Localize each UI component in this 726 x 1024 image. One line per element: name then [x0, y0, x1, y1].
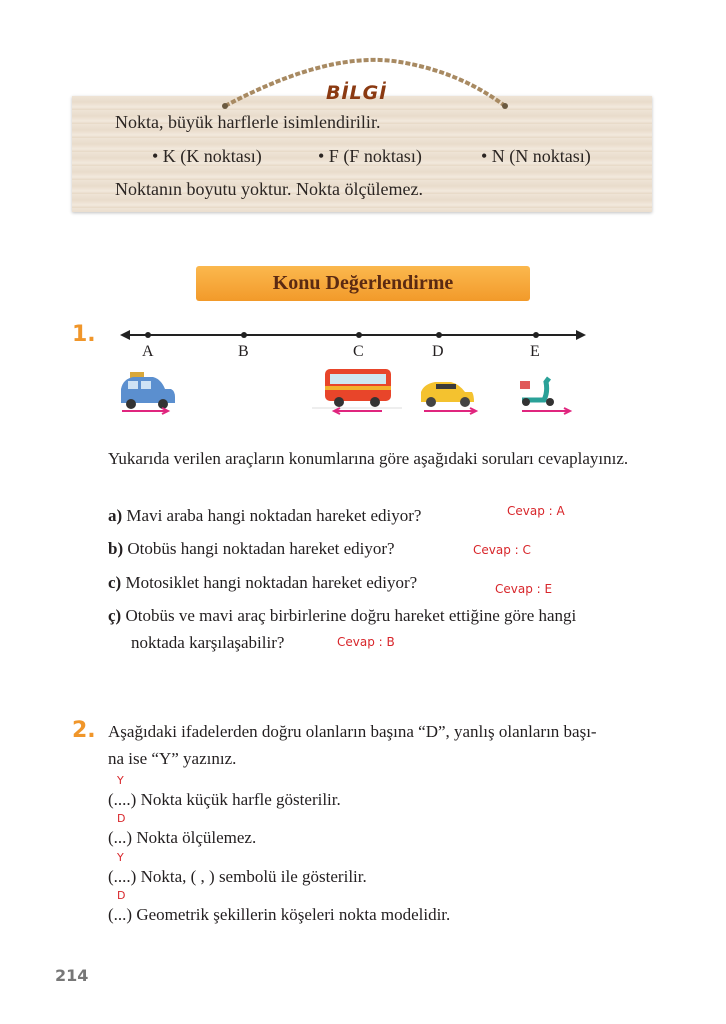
answer-blank[interactable]: (...): [108, 905, 133, 924]
point-a: [145, 332, 151, 338]
point-label-e: E: [530, 343, 540, 360]
bus-icon: [312, 369, 402, 408]
info-bullet-k: • K (K noktası): [152, 146, 262, 166]
right-arrow-yellow-car: [424, 408, 476, 414]
info-line-2: Noktanın boyutu yoktur. Nokta ölçülemez.: [115, 179, 423, 199]
statement-4: [108, 905, 450, 925]
statement-1: [108, 790, 341, 810]
question-1c: [108, 573, 417, 593]
point-b: [241, 332, 247, 338]
left-arrow-icon: [120, 330, 130, 340]
mark-1: Y: [117, 774, 124, 787]
answer-1a: Cevap : A: [507, 504, 565, 518]
statement-text: Nokta, ( , ) sembolü ile gösterilir.: [140, 867, 367, 886]
statement-text: Geometrik şekillerin köşeleri nokta modelidir.: [136, 905, 451, 924]
statement-text: Nokta küçük harfle gösterilir.: [140, 790, 341, 809]
question-1c-cedilla: [108, 606, 576, 626]
right-arrow-icon: [576, 330, 586, 340]
section-title-text: Konu Değerlendirme: [272, 272, 454, 294]
mark-3: Y: [117, 851, 124, 864]
point-e: [533, 332, 539, 338]
info-line-1: Nokta, büyük harflerle isimlendirilir.: [115, 112, 381, 132]
item-text: Otobüs ve mavi araç birbirlerine doğru hareket ettiğine göre hangi: [125, 606, 577, 625]
question-1-intro: Yukarıda verilen araçların konumlarına göre aşağıdaki soruları cevaplayınız.: [108, 449, 629, 468]
question-1a: [108, 506, 421, 526]
left-arrow-bus: [334, 408, 382, 414]
point-label-d: D: [432, 343, 444, 360]
answer-blank[interactable]: (....): [108, 867, 137, 886]
section-title: [196, 266, 530, 301]
item-label: a): [108, 506, 123, 525]
info-title: BİLGİ: [326, 82, 388, 104]
question-2-line-2: na ise “Y” yazınız.: [108, 749, 237, 768]
mark-2: D: [117, 812, 126, 825]
answer-blank[interactable]: (....): [108, 790, 137, 809]
info-bullet-f: • F (F noktası): [318, 146, 422, 166]
item-label: c): [108, 573, 122, 592]
item-label: b): [108, 539, 124, 558]
question-2-number: 2.: [72, 718, 96, 743]
item-text: Motosiklet hangi noktadan hareket ediyor?: [125, 573, 418, 592]
right-arrow-scooter: [522, 408, 570, 414]
point-label-b: B: [238, 343, 249, 360]
point-label-c: C: [353, 343, 364, 360]
info-bullet-n: • N (N noktası): [481, 146, 591, 166]
question-2-line-1: Aşağıdaki ifadelerden doğru olanların başına “D”, yanlış olanların başı-: [108, 722, 597, 741]
right-arrow-car: [122, 408, 168, 414]
answer-1b: Cevap : C: [473, 543, 531, 557]
page-number: 214: [55, 966, 89, 985]
answer-blank[interactable]: (...): [108, 828, 133, 847]
question-1-number: 1.: [72, 322, 96, 347]
item-text: Mavi araba hangi noktadan hareket ediyor?: [126, 506, 422, 525]
point-c: [356, 332, 362, 338]
question-1c-cedilla-line2: noktada karşılaşabilir?: [131, 633, 285, 652]
item-text: Otobüs hangi noktadan hareket ediyor?: [127, 539, 395, 558]
yellow-car-icon: [421, 382, 474, 407]
blue-car-icon: [121, 372, 175, 409]
question-1b: [108, 539, 395, 559]
mark-4: D: [117, 889, 126, 902]
point-label-a: A: [142, 343, 154, 360]
number-line-figure: [0, 320, 726, 420]
answer-1c: Cevap : E: [495, 582, 553, 596]
scooter-icon: [520, 378, 554, 406]
point-d: [436, 332, 442, 338]
answer-1c-cedilla: Cevap : B: [337, 635, 395, 649]
statement-3: [108, 867, 367, 887]
statement-text: Nokta ölçülemez.: [136, 828, 257, 847]
item-label: ç): [108, 606, 122, 625]
statement-2: [108, 828, 256, 848]
